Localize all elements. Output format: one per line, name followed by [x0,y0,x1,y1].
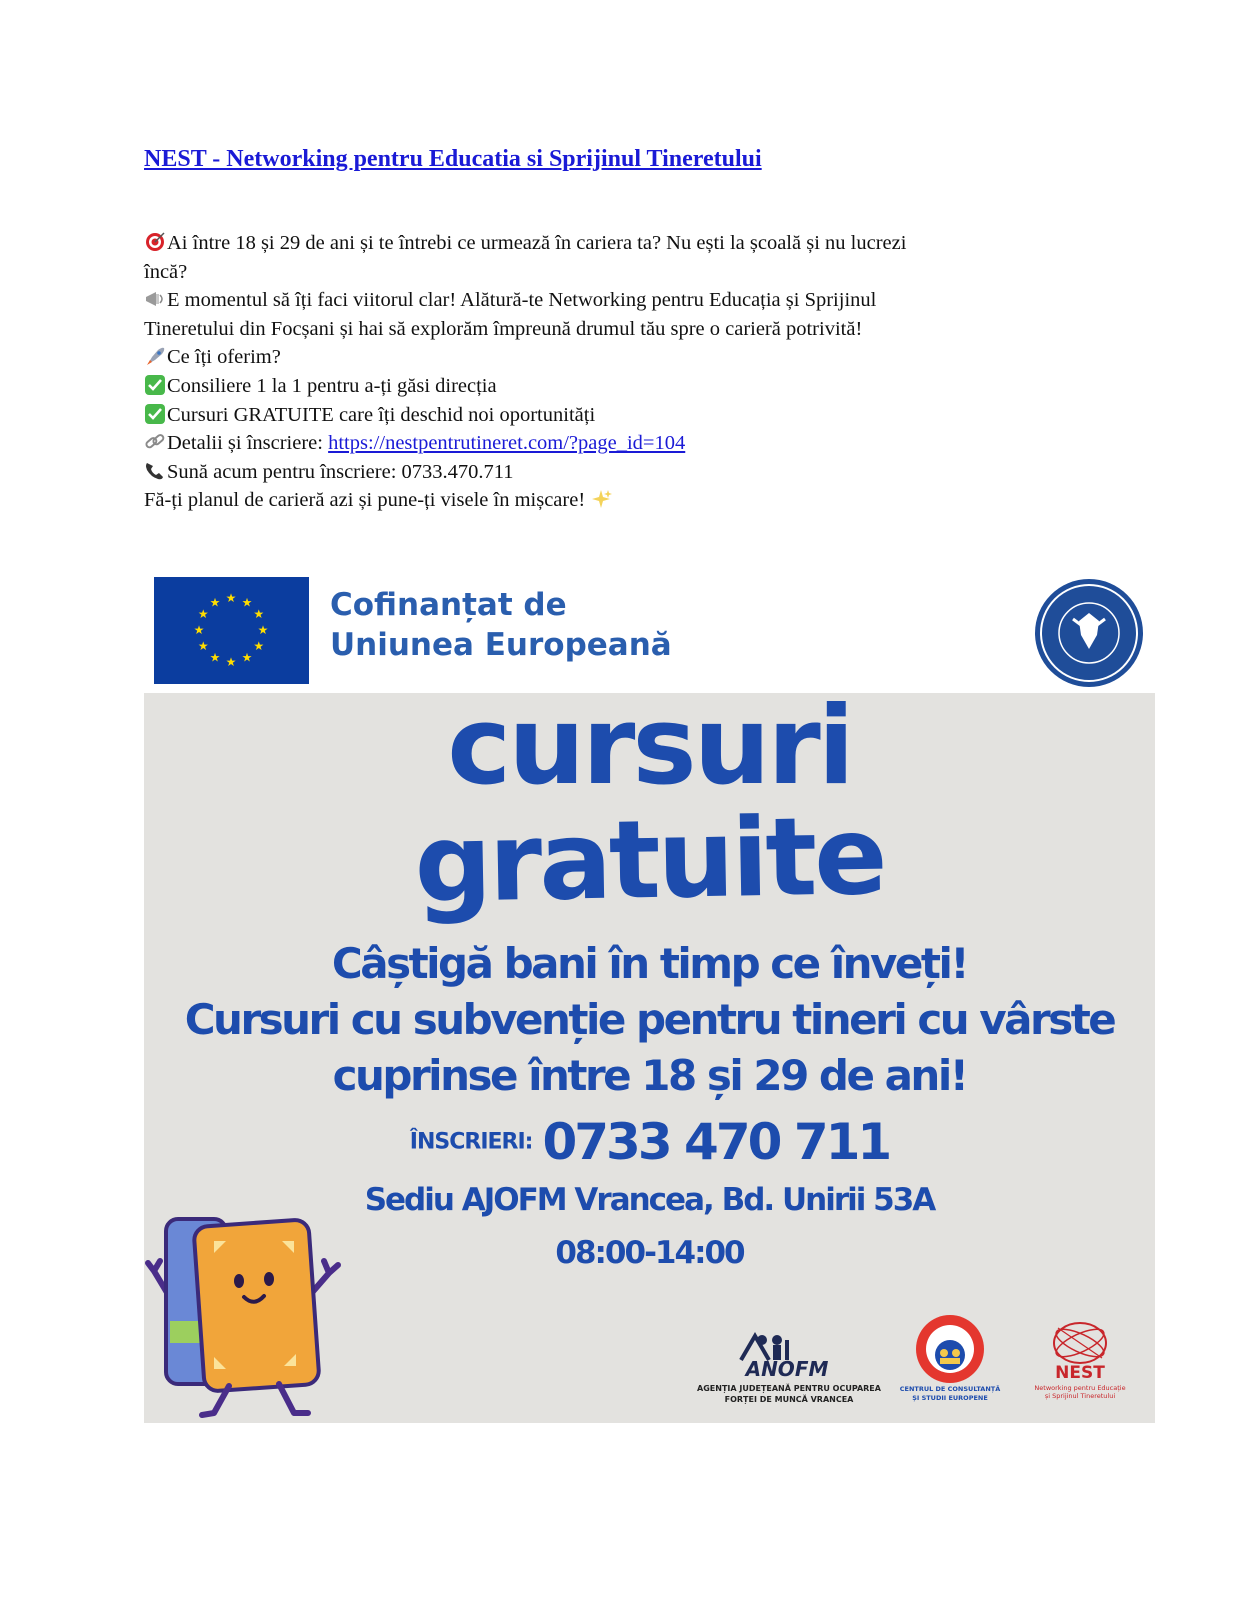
government-seal-logo [1033,577,1145,689]
nest-caption-1: Networking pentru Educație [1034,1384,1126,1392]
rocket-icon [144,346,166,366]
eu-star: ★ [241,650,253,665]
address-text: Sediu AJOFM Vrancea, Bd. Unirii 53A [364,1182,935,1218]
line-intro [144,229,1044,258]
closing-text: Fă-ți planul de carieră azi și pune-ți visele în mișcare! [144,489,591,512]
line-momentum [144,286,1044,315]
anofm-caption-2: FORȚEI DE MUNCĂ VRANCEA [724,1395,854,1404]
ccse-caption [892,1385,1008,1403]
target-icon [144,232,166,252]
ccse-caption-2: ȘI STUDII EUROPENE [912,1394,988,1402]
courses-text: Cursuri GRATUITE care îți deschid noi oportunități [167,403,596,426]
funding-banner [144,573,1155,693]
ccse-caption-1: CENTRUL DE CONSULTANȚĂ [899,1385,1001,1393]
eu-star: ★ [225,655,237,669]
offer-text: Ce îți oferim? [167,346,281,369]
cofinanced-line-1: Cofinanțat de [330,587,567,623]
details-prefix: Detalii și înscriere: [167,432,329,455]
counseling-text: Consiliere 1 la 1 pentru a-ți găsi direcția [167,374,497,397]
line-closing [144,486,1044,515]
subheadline-1: Câștigă bani în timp ce înveți! [331,939,968,988]
link-icon [144,432,166,452]
page-title-link[interactable]: NEST - Networking pentru Educatia si Sprijinul Tineretului [144,146,762,172]
subheadline-2: Cursuri cu subvenție pentru tineri cu vârste [184,995,1115,1044]
line-phone [144,458,1044,487]
eu-star: ★ [253,639,265,653]
ccse-logo [910,1313,990,1393]
registration-phone: 0733 470 711 [542,1113,890,1171]
line-counseling [144,372,1044,401]
momentum-text-1: E momentul să îți faci viitorul clar! Alătură-te Networking pentru Educația și Sprijinul [167,289,877,312]
nest-logo-caption [1010,1384,1150,1400]
nest-caption-2: și Sprijinul Tineretului [1044,1392,1116,1400]
eu-star: ★ [209,650,221,665]
line-courses [144,401,1044,430]
hours-text: 08:00-14:00 [555,1235,744,1271]
poster-image [144,573,1155,1423]
book-mascot-illustration [144,1201,354,1421]
phone-icon [144,461,166,481]
check-icon [144,375,166,395]
sparkles-icon [590,489,612,509]
line-offer [144,343,1044,372]
eu-star: ★ [197,639,209,653]
check-icon [144,404,166,424]
announcement-text [144,229,1044,515]
intro-text-1: Ai între 18 și 29 de ani și te întrebi ce urmează în cariera ta? Nu ești la școală și nu lucrezi [167,232,907,254]
registration-row [144,1113,1155,1183]
nest-logo-word: NEST [1055,1363,1105,1383]
eu-star: ★ [253,607,265,621]
anofm-caption [659,1383,919,1405]
eu-flag [154,577,309,684]
eu-star: ★ [197,607,209,621]
headline-gratuite: gratuite [413,793,886,928]
registration-link[interactable]: https://nestpentrutineret.com/?page_id=104 [328,432,686,455]
momentum-text-2: Tineretului din Focșani și hai să explorăm împreună drumul tău spre o carieră potrivită! [144,317,863,340]
eu-star: ★ [241,595,253,610]
megaphone-icon [144,289,166,309]
cofinanced-line-2: Uniunea Europeană [330,627,672,663]
eu-star: ★ [225,591,237,605]
registration-label: ÎNSCRIERI: [409,1129,533,1155]
anofm-caption-1: AGENȚIA JUDEȚEANĂ PENTRU OCUPAREA [697,1384,881,1393]
anofm-word: ANOFM [745,1357,829,1381]
eu-star: ★ [193,623,205,637]
line-details [144,429,1044,458]
eu-star: ★ [257,623,269,637]
phone-text: Sună acum pentru înscriere: 0733.470.711 [167,460,514,483]
eu-star: ★ [209,595,221,610]
nest-logo [1040,1318,1120,1368]
subheadline-3: cuprinse între 18 și 29 de ani! [332,1051,967,1100]
headline-cursuri: cursuri [447,684,852,809]
cofinanced-text [330,585,672,665]
intro-text-2: încă? [144,260,188,283]
